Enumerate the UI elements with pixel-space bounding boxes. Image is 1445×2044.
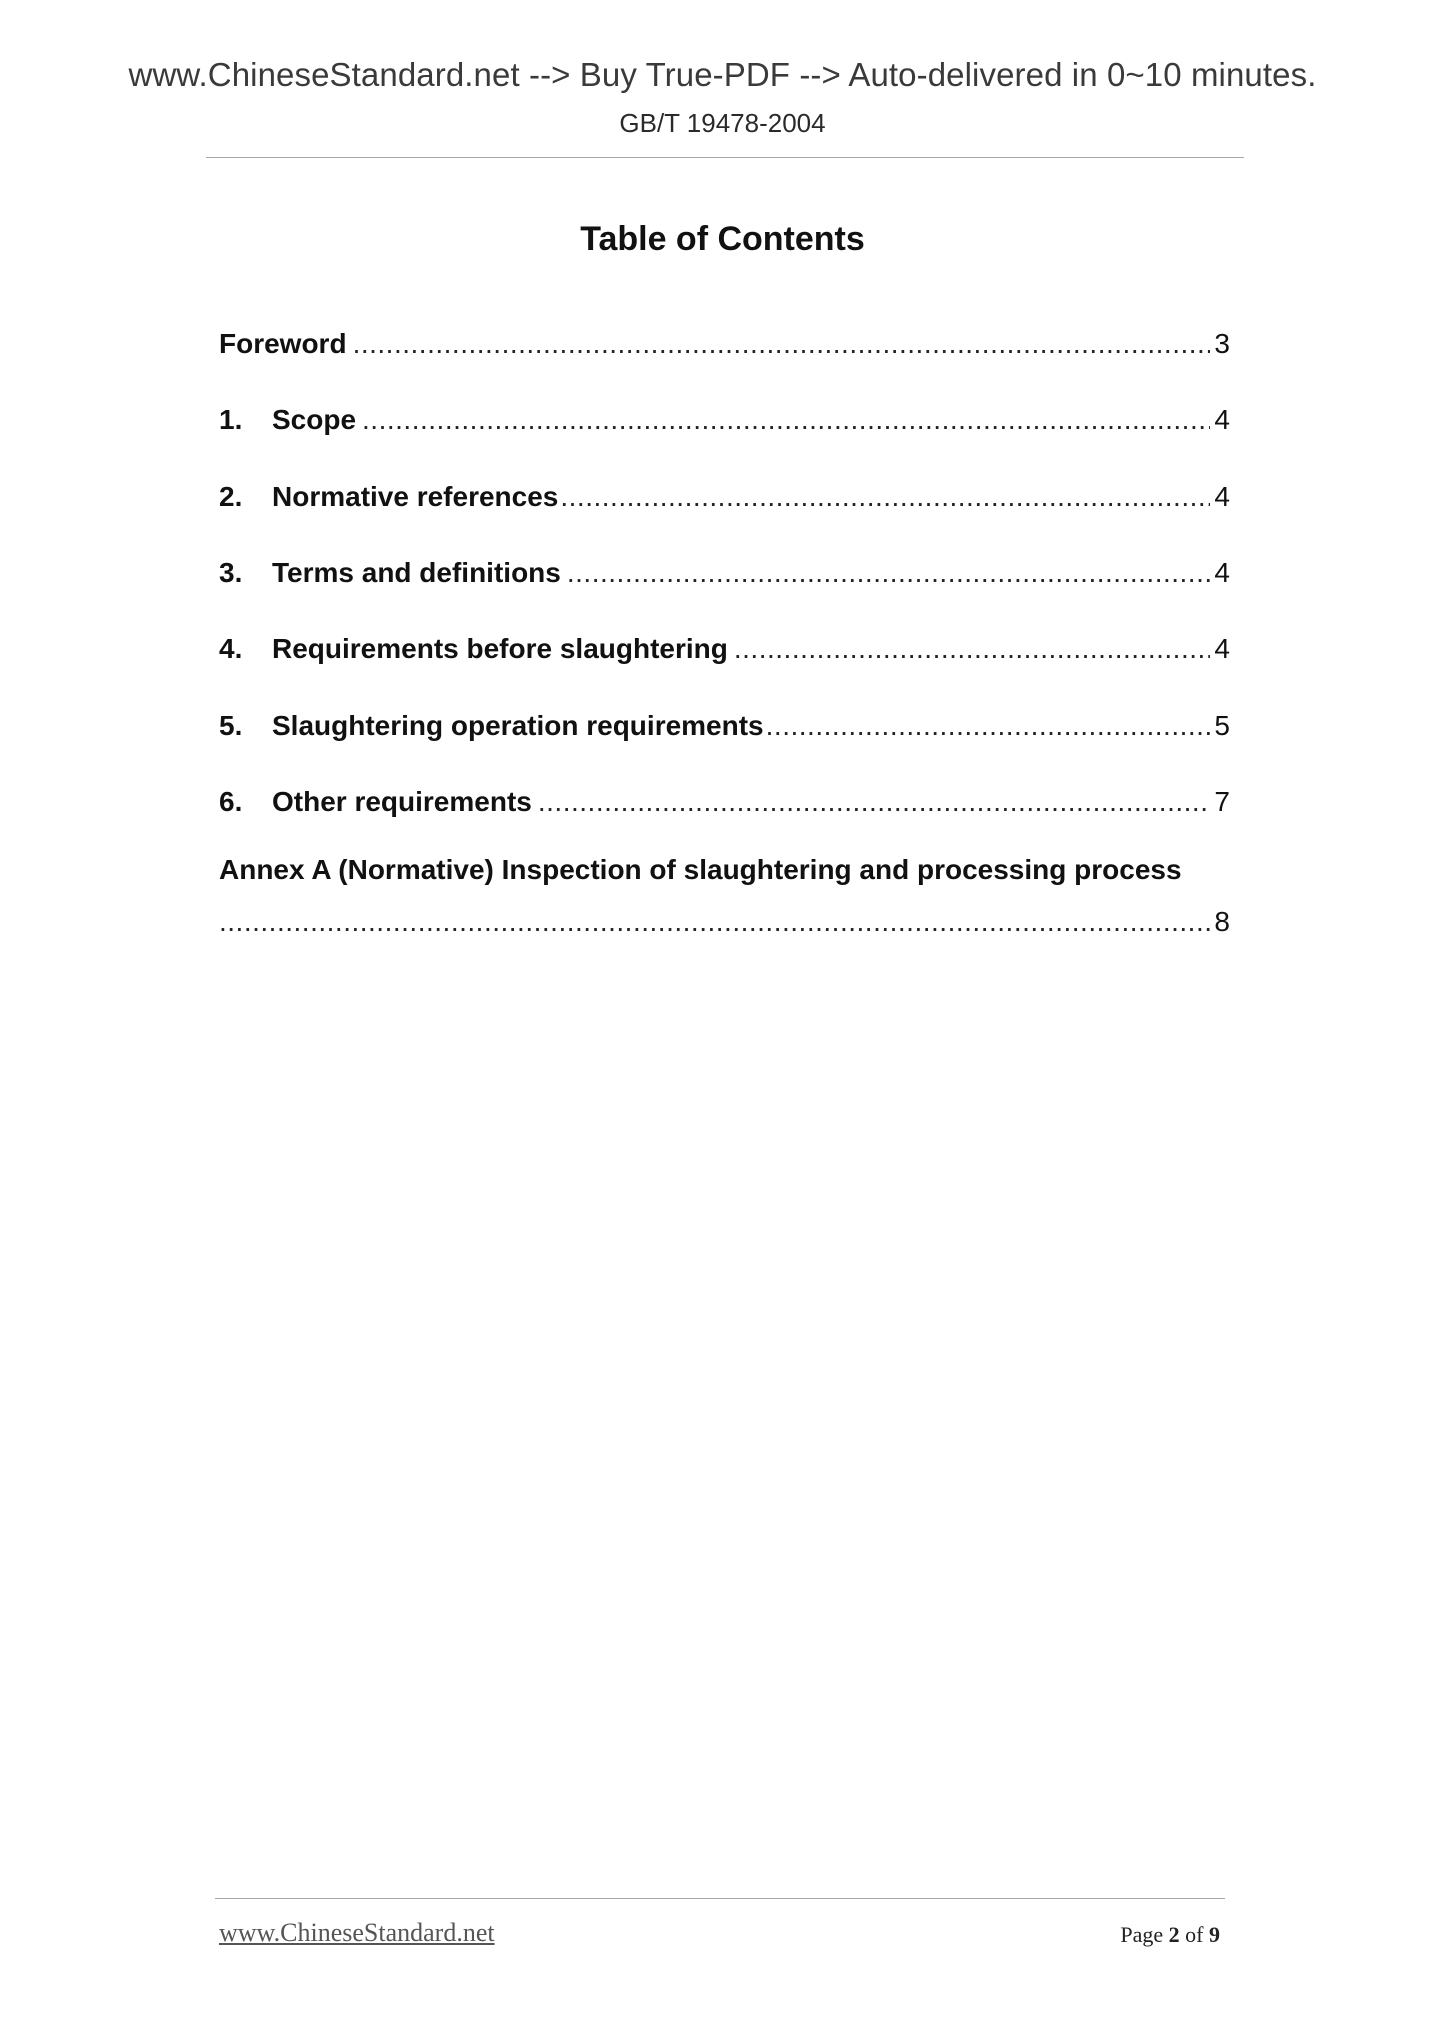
toc-entry-text: Foreword <box>219 328 347 360</box>
dot-leader <box>219 906 1210 938</box>
dot-leader <box>734 633 1211 665</box>
dot-leader <box>567 557 1211 589</box>
toc-entry-slaughtering-operation-requirements[interactable] <box>219 687 1230 763</box>
toc-entry-page: 4 <box>1214 404 1230 436</box>
dot-leader <box>560 481 1210 513</box>
dot-leader <box>766 710 1211 742</box>
toc-title: Table of Contents <box>580 220 865 258</box>
toc-entry-number: 3. <box>219 557 243 589</box>
page-indicator <box>1120 1922 1220 1948</box>
toc-entry-page: 5 <box>1214 709 1230 741</box>
page-separator: of <box>1185 1922 1204 1947</box>
toc-entry-scope[interactable] <box>219 382 1230 458</box>
header-divider <box>206 157 1244 158</box>
toc-entry-number: 6. <box>219 785 243 817</box>
toc-entry-terms-and-definitions[interactable] <box>219 535 1230 611</box>
toc-entry-foreword[interactable] <box>219 306 1230 382</box>
footer-divider <box>215 1898 1225 1899</box>
toc-entry-other-requirements[interactable] <box>219 764 1230 840</box>
dot-leader <box>353 328 1211 360</box>
toc-entry-text: Terms and definitions <box>272 557 561 589</box>
page-prefix: Page <box>1120 1922 1164 1947</box>
toc-entry-number: 1. <box>219 404 243 436</box>
header-banner: www.ChineseStandard.net --> Buy True-PDF --> Auto-delivered in 0~10 minutes. <box>128 56 1317 93</box>
toc-entry-normative-references[interactable] <box>219 459 1230 535</box>
toc-entry-text: Other requirements <box>272 785 532 817</box>
toc-entry-text: Scope <box>272 404 357 436</box>
toc-entry-number: 4. <box>219 633 243 665</box>
toc-entry-text: Normative references <box>272 480 559 512</box>
table-of-contents <box>219 306 1230 950</box>
toc-entry-number: 5. <box>219 709 243 741</box>
dot-leader <box>538 786 1211 818</box>
toc-entry-text: Requirements before slaughtering <box>272 633 728 665</box>
toc-entry-page: 4 <box>1214 633 1230 665</box>
toc-entry-page: 3 <box>1214 328 1230 360</box>
dot-leader <box>362 404 1210 436</box>
standard-number: GB/T 19478-2004 <box>619 108 826 138</box>
toc-entry-number: 2. <box>219 480 243 512</box>
toc-entry-text: Annex A (Normative) Inspection of slaughtering and processing process <box>219 854 1182 886</box>
toc-entry-page: 4 <box>1214 480 1230 512</box>
toc-entry-page: 8 <box>1214 906 1230 938</box>
toc-annex-leader-line <box>219 894 1230 950</box>
footer-site-link[interactable]: www.ChineseStandard.net <box>219 1918 495 1947</box>
toc-entry-text: Slaughtering operation requirements <box>272 709 764 741</box>
page-total: 9 <box>1209 1922 1220 1947</box>
toc-entry-annex-a[interactable] <box>219 846 1230 950</box>
toc-entry-page: 7 <box>1214 785 1230 817</box>
page-current: 2 <box>1168 1922 1180 1947</box>
toc-entry-page: 4 <box>1214 557 1230 589</box>
toc-entry-requirements-before-slaughtering[interactable] <box>219 611 1230 687</box>
